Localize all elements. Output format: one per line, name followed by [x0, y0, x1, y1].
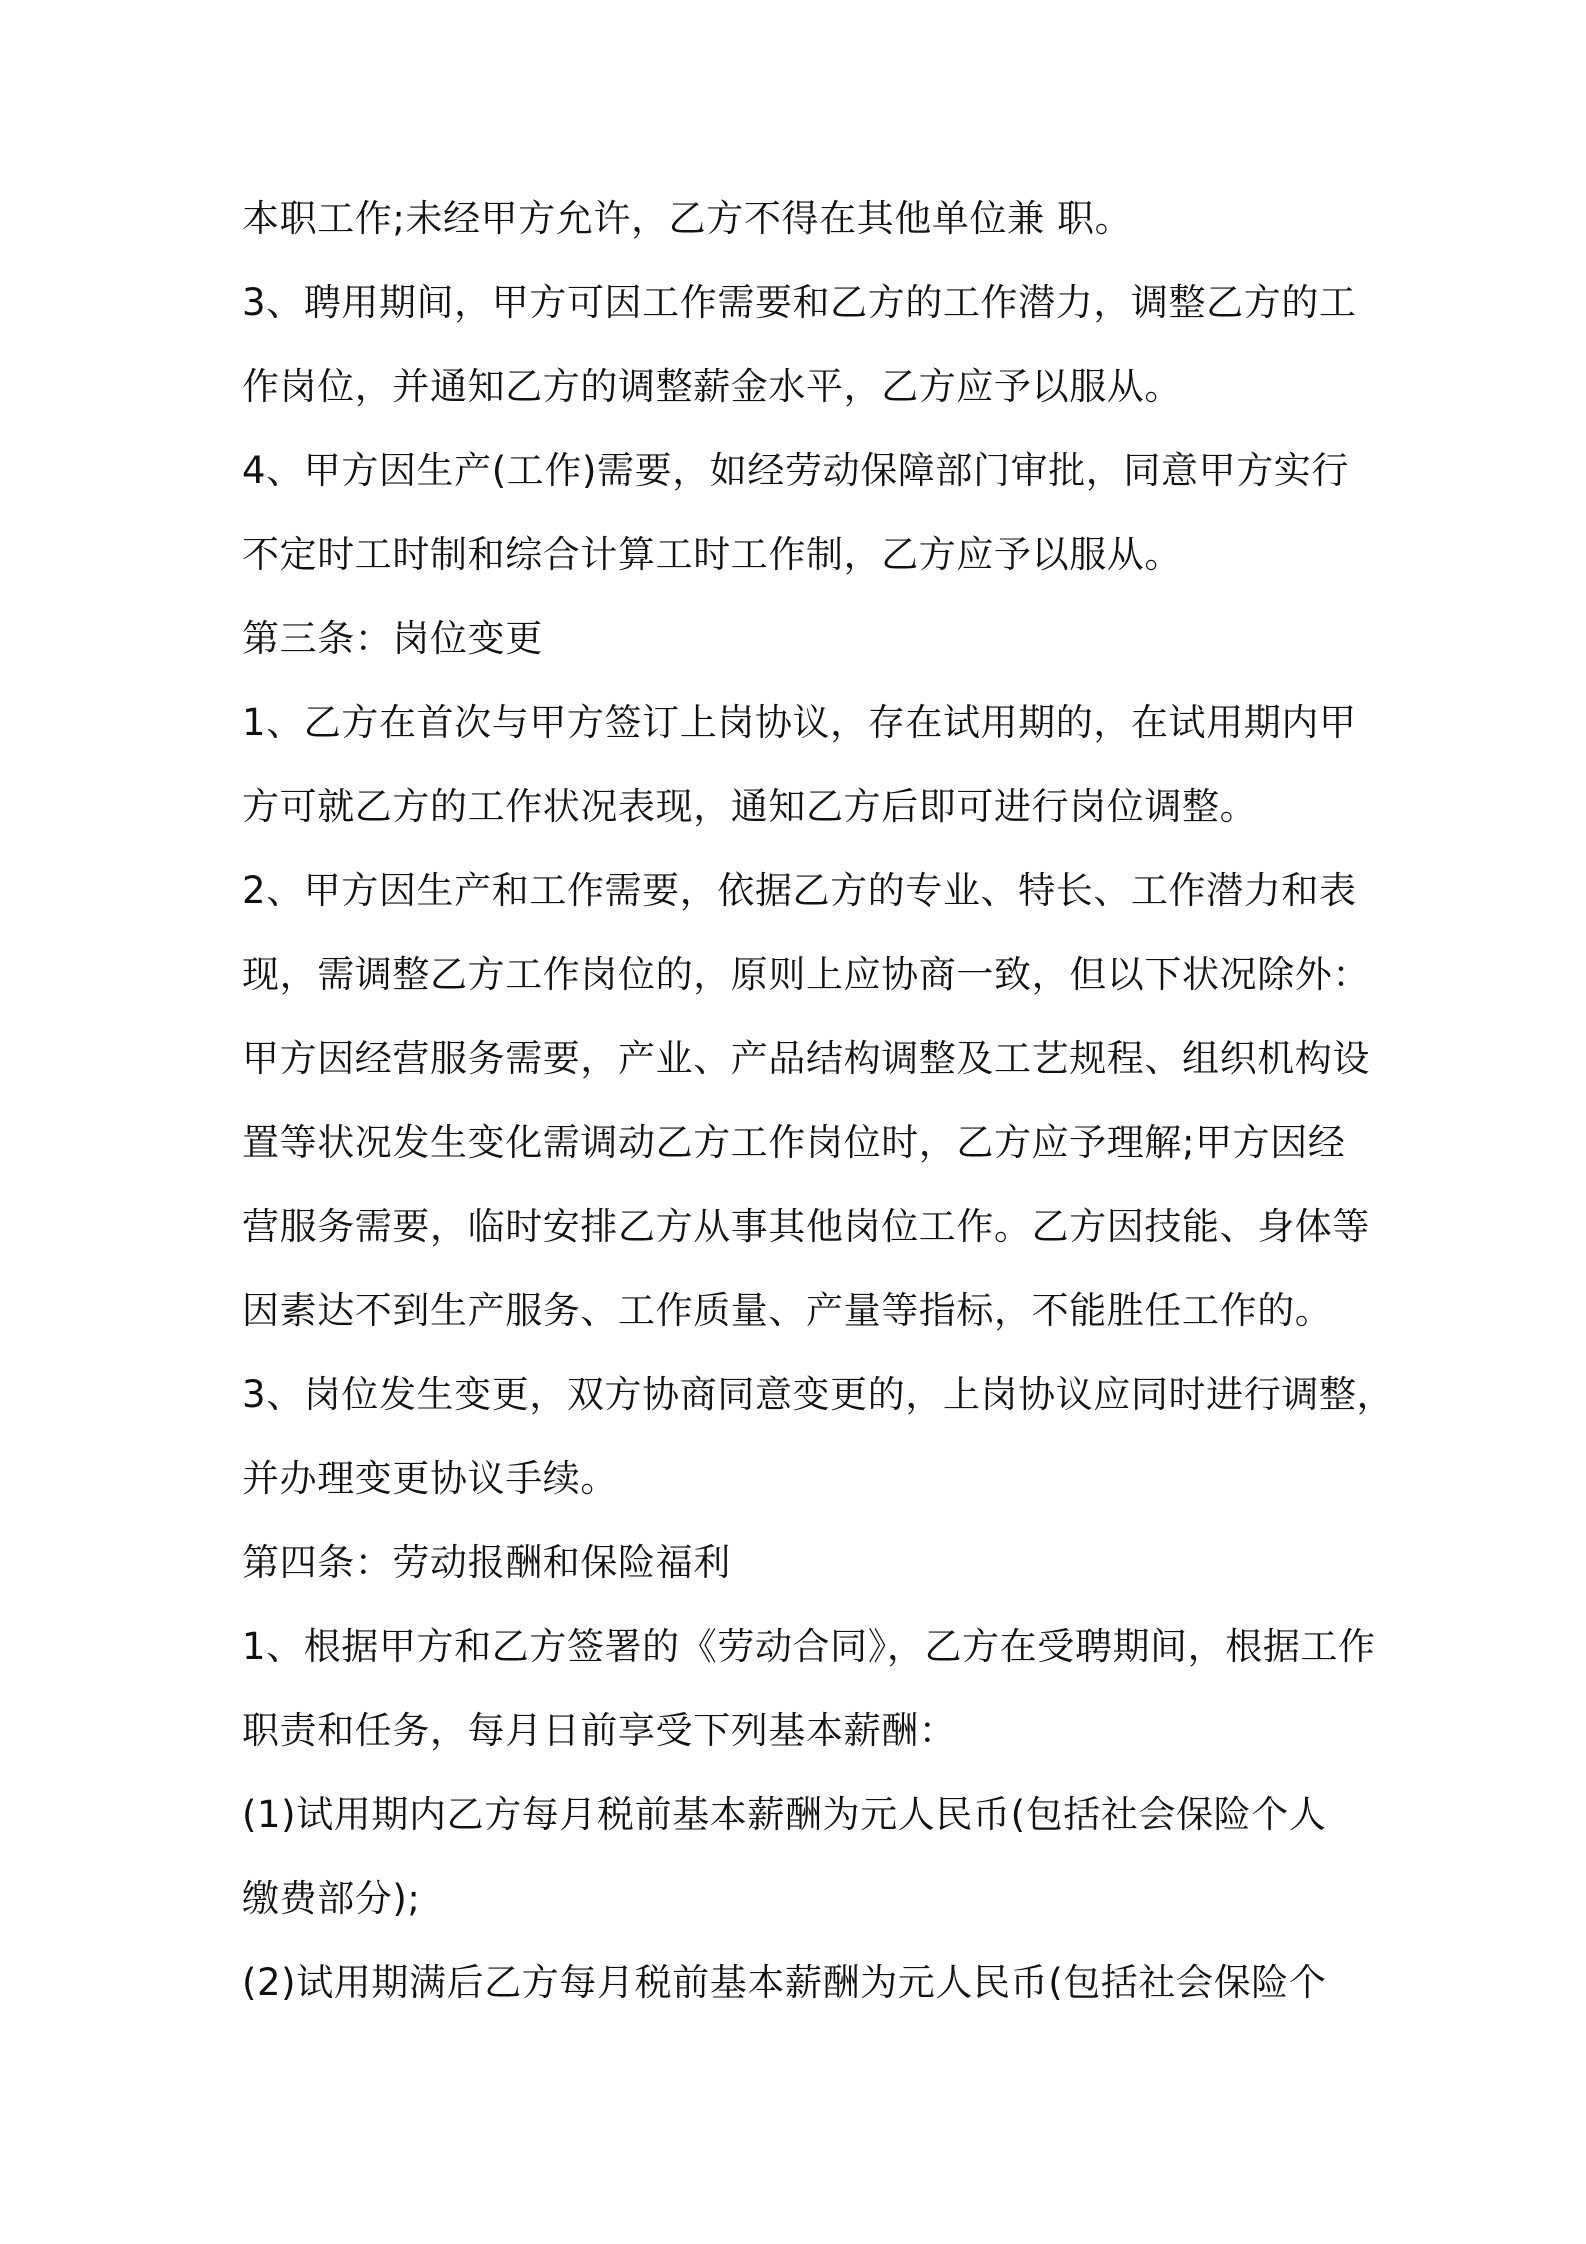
text-line: 营服务需要，临时安排乙方从事其他岗位工作。乙方因技能、身体等 [242, 1205, 1370, 1248]
text-line: 1、乙方在首次与甲方签订上岗协议，存在试用期的，在试用期内甲 [242, 701, 1357, 744]
text-line: 3、聘用期间，甲方可因工作需要和乙方的工作潜力，调整乙方的工 [242, 281, 1357, 324]
text-line: 4、甲方因生产(工作)需要，如经劳动保障部门审批，同意甲方实行 [242, 449, 1350, 492]
text-line: 1、根据甲方和乙方签署的《劳动合同》，乙方在受聘期间，根据工作 [242, 1625, 1376, 1668]
text-line: (2)试用期满后乙方每月税前基本薪酬为元人民币(包括社会保险个 [242, 1961, 1327, 2004]
text-line: (1)试用期内乙方每月税前基本薪酬为元人民币(包括社会保险个人 [242, 1793, 1327, 1836]
text-line: 2、甲方因生产和工作需要，依据乙方的专业、特长、工作潜力和表 [242, 869, 1357, 912]
text-line: 置等状况发生变化需调动乙方工作岗位时，乙方应予理解;甲方因经 [242, 1121, 1346, 1164]
text-line: 现，需调整乙方工作岗位的，原则上应协商一致，但以下状况除外： [242, 953, 1370, 996]
text-line: 3、岗位发生变更，双方协商同意变更的，上岗协议应同时进行调整， [242, 1373, 1395, 1416]
text-line: 职责和任务，每月日前享受下列基本薪酬： [242, 1709, 957, 1752]
text-line: 并办理变更协议手续。 [242, 1457, 618, 1500]
text-line: 缴费部分); [242, 1877, 421, 1920]
text-line: 甲方因经营服务需要，产业、产品结构调整及工艺规程、组织机构设 [242, 1037, 1370, 1080]
text-line: 本职工作;未经甲方允许，乙方不得在其他单位兼 职。 [242, 197, 1133, 240]
section-heading: 第三条：岗位变更 [242, 617, 543, 660]
text-line: 作岗位，并通知乙方的调整薪金水平，乙方应予以服从。 [242, 365, 1182, 408]
section-heading: 第四条：劳动报酬和保险福利 [242, 1541, 731, 1584]
text-line: 方可就乙方的工作状况表现，通知乙方后即可进行岗位调整。 [242, 785, 1258, 828]
text-line: 不定时工时制和综合计算工时工作制，乙方应予以服从。 [242, 533, 1182, 576]
text-line: 因素达不到生产服务、工作质量、产量等指标，不能胜任工作的。 [242, 1289, 1333, 1332]
